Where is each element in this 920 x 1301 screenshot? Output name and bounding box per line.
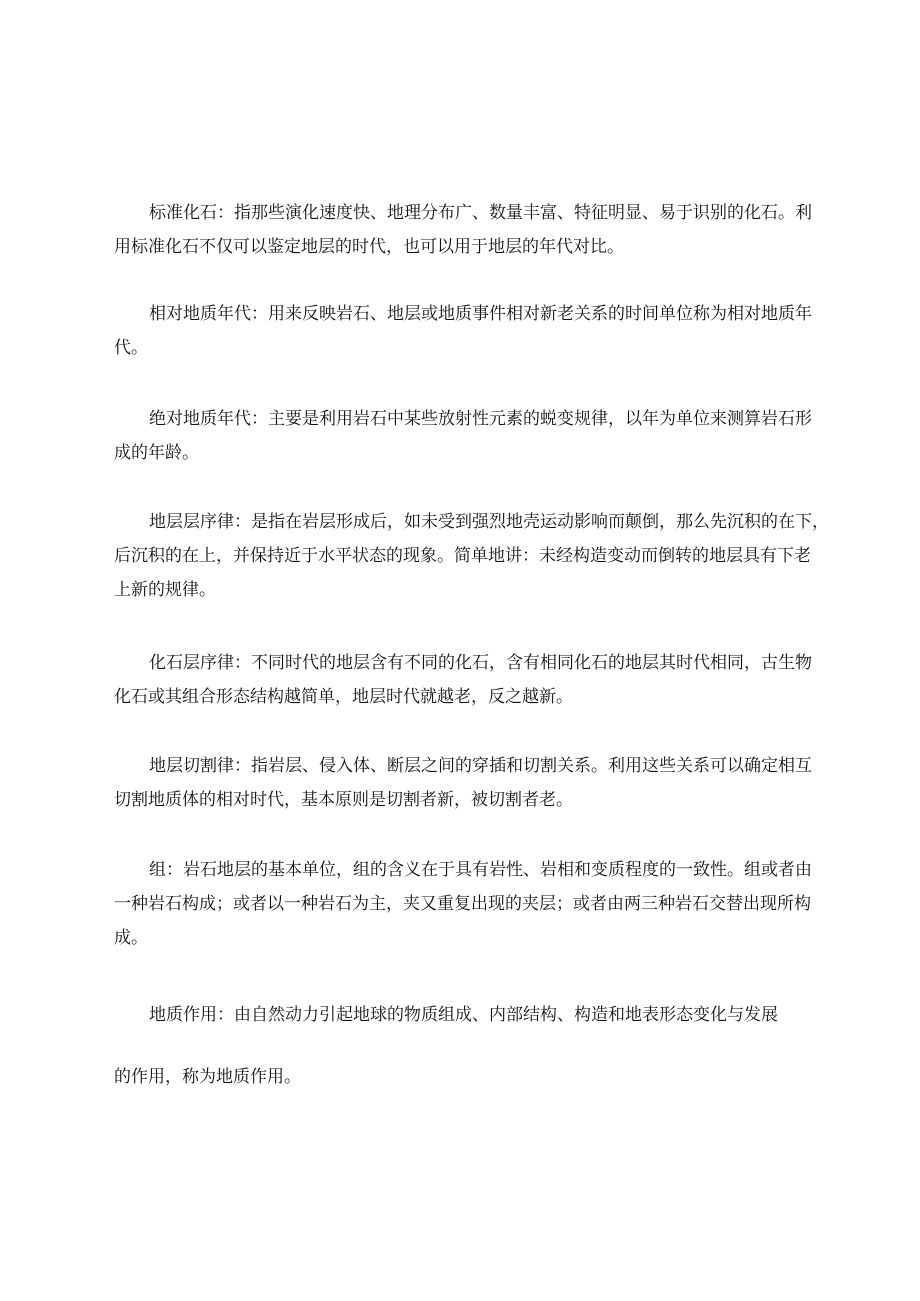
paragraph-cross-cutting-law <box>114 749 814 817</box>
paragraph-absolute-geologic-age <box>114 402 814 470</box>
text-line: 的作用，称为地质作用。 <box>114 1067 301 1087</box>
text-line: 化石或其组合形态结构越简单，地层时代就越老，反之越新。 <box>114 687 573 707</box>
text-line: 组：岩石地层的基本单位，组的含义在于具有岩性、岩相和变质程度的一致性。组或者由 <box>149 860 812 880</box>
paragraph-law-of-superposition <box>114 505 829 607</box>
text-line: 成的年龄。 <box>114 443 199 463</box>
text-line: 绝对地质年代：主要是利用岩石中某些放射性元素的蜕变规律，以年为单位来测算岩石形 <box>149 409 812 429</box>
text-line: 相对地质年代：用来反映岩石、地层或地质事件相对新老关系的时间单位称为相对地质年 <box>149 304 812 324</box>
text-line: 成。 <box>114 928 148 948</box>
paragraph-formation <box>114 853 814 955</box>
paragraph-fossil-succession-law <box>114 646 814 714</box>
text-line: 代。 <box>114 338 148 358</box>
paragraph-geologic-process-continued <box>114 1060 814 1094</box>
text-line: 切割地质体的相对时代，基本原则是切割者新，被切割者老。 <box>114 790 573 810</box>
text-line: 上新的规律。 <box>114 580 216 600</box>
paragraph-standard-fossil <box>114 196 814 264</box>
text-line: 标准化石：指那些演化速度快、地理分布广、数量丰富、特征明显、易于识别的化石。利 <box>149 203 812 223</box>
text-line: 地层切割律：指岩层、侵入体、断层之间的穿插和切割关系。利用这些关系可以确定相互 <box>149 756 812 776</box>
paragraph-geologic-process <box>114 998 814 1032</box>
text-line: 一种岩石构成；或者以一种岩石为主，夹又重复出现的夹层；或者由两三种岩石交替出现所构 <box>114 894 811 914</box>
text-line: 用标准化石不仅可以鉴定地层的时代，也可以用于地层的年代对比。 <box>114 237 624 257</box>
text-line: 化石层序律：不同时代的地层含有不同的化石，含有相同化石的地层其时代相同，古生物 <box>149 653 812 673</box>
text-line: 后沉积的在上，并保持近于水平状态的现象。简单地讲：未经构造变动而倒转的地层具有下老 <box>114 546 811 566</box>
text-line: 地层层序律：是指在岩层形成后，如未受到强烈地壳运动影响而颠倒，那么先沉积的在下， <box>149 512 829 532</box>
paragraph-relative-geologic-age <box>114 297 814 365</box>
text-line: 地质作用：由自然动力引起地球的物质组成、内部结构、构造和地表形态变化与发展 <box>149 1005 778 1025</box>
